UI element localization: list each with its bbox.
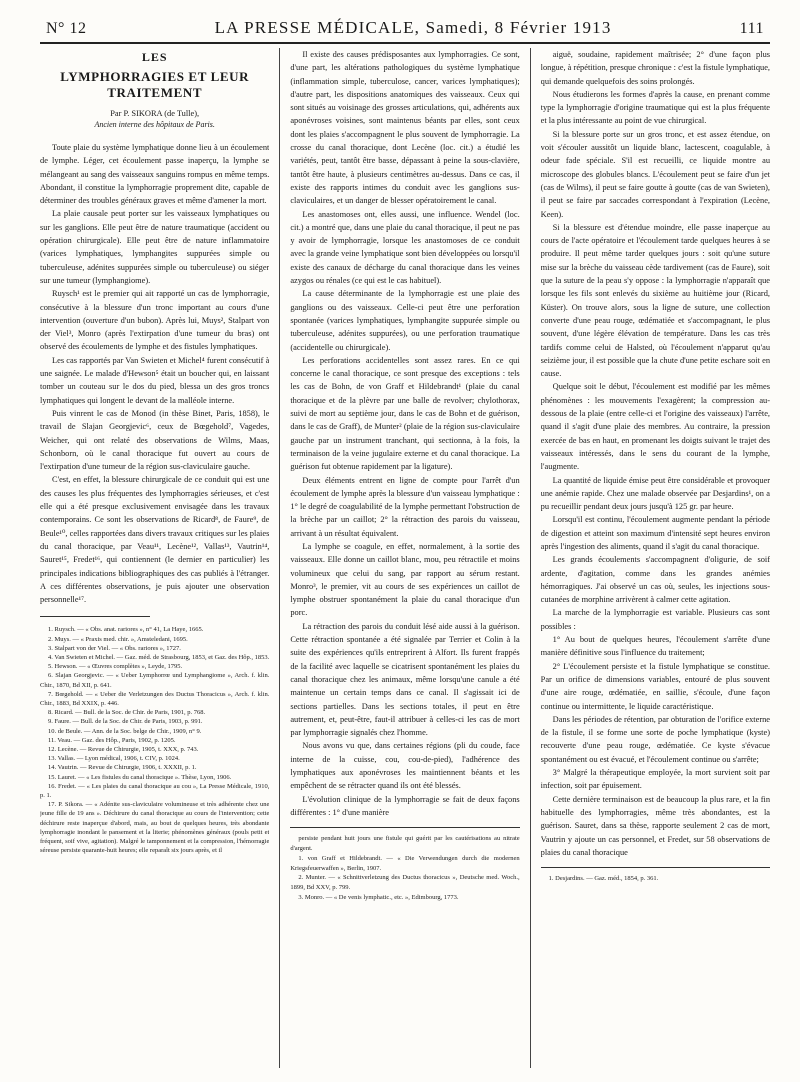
paragraph: 2° L'écoulement persiste et la fistule lymphatique se constitue. Par un orifice de dimensions variables, entouré de plus souvent d'une aire rouge, œdématiée, en saillie, s'écoule, d'une façon continue ou intermittente, le liquide caractéristique. [540,661,771,711]
footnote: 1. Desjardins. — Gaz. méd., 1854, p. 361. [548,875,659,883]
footnote: 12. Lecène. — Revue de Chirurgie, 1905, t. XXX, p. 743. [48,746,199,754]
author-byline: Par P. SIKORA (de Tulle), [110,109,200,118]
paragraph: Dans les périodes de rétention, par obturation de l'orifice externe de la fistule, il se forme une sorte de poche lymphatique (kyste) recouverte d'une peau rouge, œdématiée. Ce kyste s'évacue spontanément ou est évacué, et l'écoulement continue ou s'arrête; [540,714,771,764]
paragraph: Les grands écoulements s'accompagnent d'oligurie, de soif ardente, d'agitation, comme dans les grandes anémies hémorragiques. J'ai observé un cas où, seules, les injections sous-cutanées de morphine arrivèrent à calmer cette agitation. [540,555,771,605]
paragraph: 3° Malgré la thérapeutique employée, la mort survient soit par infection, soit par épuisement. [540,768,771,791]
header-rule [40,42,770,44]
footnote: 1. Ruysch. — « Obs. anat. rariores », n° 41, La Haye, 1665. [48,626,204,634]
footnote: 4. Van Swieten et Michel. — Gaz. méd. de Strasbourg, 1853, et Gaz. des Hôp., 1853. [48,654,270,661]
paragraph: Nous étudierons les formes d'après la cause, en prenant comme type la lymphorragie d'origine traumatique qui est la plus fréquente et la plus intéressante au point de vue chirurgical. [540,89,771,126]
paragraph: Nous avons vu que, dans certaines régions (pli du coude, face interne de la cuisse, cou, cou-de-pied), l'adhérence des lymphatiques aux aponévroses les maintiennent béants et les empêchent de se rétracter quand ils ont été blessés. [290,741,520,791]
footnote: 16. Fredet. — « Les plaies du canal thoracique au cou », La Presse Médicale, 1910, p. 1. [40,782,270,800]
column-1-footnotes [40,625,269,855]
footnote: 3. Monro. — « De venis lymphatic., etc. », Edimbourg, 1773. [298,894,459,901]
column-3-body [541,48,770,859]
column-2 [290,48,519,1068]
article-title-small: LES [141,50,168,64]
paragraph: Si la blessure est d'étendue moindre, elle passe inaperçue au cours de l'acte opératoire et l'écoulement tarde quelques heures à se produire. Il peut même tarder quelques jours : soit qu'une suture mise sur la brèche du vaisseau cède tardivement (cas de Faure), soit que la suture de la peau s'y oppose : la lymphorragie n'apparaît que lorsque les fils sont enlevés du sixième au huitième jour (Ricard, Küster). On trouve alors, sous la ligne de suture, une collection converte d'une peau rouge, œdématiée et s'accompagnant, le plus souvent, d'une légère élévation de température. Dans les cas très tardifs comme celui de Halsted, où l'écoulement n'apparut qu'au seizième jour, il est possible que la chute d'une petite eschare soit en cause. [540,222,771,379]
paragraph: La cause déterminante de la lymphorragie est une plaie des ganglions ou des vaisseaux. Celle-ci peut être une perforation spontanée (varices lymphatiques, lymphangite suppurée simple ou tuberculeuse, adénites suppurées), ou une perforation traumatique (accidentelle ou chirurgicale). [290,289,520,352]
running-header [40,18,770,38]
column-divider [279,48,280,1068]
footnote-rule [541,867,770,868]
footnote: 6. Slajan Georgjevic. — « Ueber Lymphorrœ und Lymphangiome », Arch. f. klin. Chir., 1870, Bd XII, p. 641. [40,672,270,689]
footnote: 14. Vautrin. — Revue de Chirurgie, 1906, t. XXXII, p. 1. [48,764,197,772]
footnote: 3. Stalpart von der Viel. — « Obs. rariores », 1727. [48,644,181,652]
footnote: 10. de Beule. — Ann. de la Soc. belge de Chir., 1909, n° 9. [48,727,202,735]
paragraph: Il existe des causes prédisposantes aux lymphorragies. Ce sont, d'une part, les altérations pathologiques du système lymphatique (inflammation simple, tuberculose, cancer, varices lymphatiques); d'autre part, les dispositions anatomiques des vaisseaux. Ceux qui sont situés au voisinage des grosses articulations, qui, adhérents aux aponévroses voisines, sont maintenus béants par elles, sont ceux dont les plaies s'accompagnent le plus souvent de lymphorragie. La crosse du canal thoracique, dont Lecène (loc. cit.) a étudié les variétés, peut, tantôt être basse, dépassant à peine la sous-clavière, tantôt être haute, à plusieurs centimètres au-dessus. Dans ce cas, il existe des rapports intimes du conduit avec les ganglions sus-claviculaires, et un danger de blesser opératoirement le canal. [290,50,520,206]
paragraph: La lymphe se coagule, en effet, normalement, à la sortie des vaisseaux. Elle donne un caillot blanc, mou, peu rétractile et moins volumineux que celui du sang, par rapport au sérum restant. Monro³, le premier, vit au cours de ses expériences un caillot de lymphe obstruer spontanément la plaie du canal thoracique d'un porc. [290,541,520,618]
footnote: persiste pendant huit jours une fistule qui guérit par les cautérisations au nitrate d'argent. [290,835,520,853]
journal-title: LA PRESSE MÉDICALE, Samedi, 8 Février 1913 [214,18,612,37]
paragraph: Ruysch¹ est le premier qui ait rapporté un cas de lymphorragie, consécutive à la blessure d'un tronc important au cours d'une intervention (ouverture d'un bubon). Après lui, Muys², Stalpart von der Viel³, Monro (après l'extirpation d'une tumeur du bras) ont observé des écoulements de lymphe et des fistules lymphatiques. [40,289,270,352]
paragraph: Lorsqu'il est continu, l'écoulement augmente pendant la période de digestion et atteint son maximum d'intensité sept heures environ après l'ingestion des aliments, quand il s'agit du canal thoracique. [540,515,771,551]
article-title: LYMPHORRAGIES ET LEUR TRAITEMENT [60,69,250,100]
paragraph: Quelque soit le début, l'écoulement est modifié par les mêmes phénomènes : les mouvements l'exagèrent; la compression au-dessous de la plaie (entre celle-ci et l'origine des vaisseaux) l'arrête, quand il s'agit d'une plaie des membres. Au contraire, la pression exercée de bas en haut, en promenant les doigts suivant le trajet des vaisseaux intéressés, dans le sens du courant de la lymphe, l'augmente. [540,382,771,472]
column-3-footnotes [541,874,770,884]
column-3 [541,48,770,1068]
column-2-footnotes [290,834,519,903]
paragraph: La rétraction des parois du conduit lésé aide aussi à la guérison. Cette rétraction spontanée a été signalée par Terrier et Colin à la suite des expériences qu'ils entreprirent à Alfort. Ils furent frappés de la facilité avec laquelle se cicatrisent spontanément les plaies du canal thoracique chez les animaux, même lorsqu'une canule a été maintenue un certain temps dans ce canal. Il s'agissait ici de sections partielles. Dans les sections totales, il peut en être autrement, et, peut-être, faut-il attribuer à celles-ci les cas de mort par lymphorragie signalés chez l'homme. [290,621,520,738]
paragraph: Toute plaie du système lymphatique donne lieu à un écoulement de lymphe. Léger, cet écoulement passe inaperçu, la lymphe se mélangeant au sang des vaisseaux sanguins rompus en même temps. Abondant, il constitue la lymphorragie proprement dite, capable de déterminer des troubles généraux graves et même d'amener la mort. [40,143,270,206]
footnote: 1. von Graff et Hildebrandt. — « Die Verwendungen durch die modernen Kriegsfeuerwaffen », Berlin, 1907. [290,854,520,872]
footnote: 8. Ricard. — Bull. de la Soc. de Chir. de Paris, 1901, p. 768. [48,709,206,717]
columns [40,48,770,1068]
paragraph: aiguë, soudaine, rapidement maîtrisée; 2° d'une façon plus longue, à répétition, presque chronique : c'est la fistule lymphatique, qui demande quelquefois des soins prolongés. [540,50,771,86]
paragraph: La plaie causale peut porter sur les vaisseaux lymphatiques ou sur les ganglions. Elle peut être de nature traumatique (accident ou opération chirurgicale). Elle peut être de nature inflammatoire (varices lymphatiques, lymphangites suppurées simple ou tuberculeuse, adénites suppurées simple ou tuberculeuse) ou siéger sur une tumeur (lymphangiome). [40,209,270,285]
footnote-rule [40,616,150,617]
paragraph: L'évolution clinique de la lymphorragie se fait de deux façons différentes : 1° d'une manière [290,794,520,817]
footnote: 11. Veau. — Gaz. des Hôp., Paris, 1902, p. 1205. [48,736,176,744]
issue-number: N° 12 [46,20,87,37]
paragraph: Les anastomoses ont, elles aussi, une influence. Wendel (loc. cit.) a montré que, dans une plaie du canal thoracique, il peut ne pas y avoir de lymphorragie, lorsque les anastomoses de ce conduit avec la grande veine lymphatique sont bien développées ou lorsqu'il existe des canaux de décharge du canal thoracique dans les veines azygos ou rénales (ce qui est le cas habituel). [290,209,520,286]
page-number: 111 [739,20,764,37]
column-divider [530,48,531,1068]
footnote: 9. Faure. — Bull. de la Soc. de Chir. de Paris, 1903, p. 991. [48,718,203,726]
paragraph: Cette dernière terminaison est de beaucoup la plus rare, et la fin habituelle des lymphorragies, même très abondantes, est la guérison. Sauret, dans sa thèse, rapporte seulement 2 cas de mort, Vautrin y ajoute un cas personnel, et Fredet, sur 58 observations de plaies du canal thoracique [540,794,771,857]
paragraph: 1° Au bout de quelques heures, l'écoulement s'arrête d'une manière définitive sous l'influence du traitement; [540,635,771,658]
footnote: 13. Vallas. — Lyon médical, 1906, t. CIV, p. 1024. [48,755,180,763]
footnote: 5. Hewson. — « Œuvres complètes », Leyde, 1795. [48,663,183,671]
paragraph: Si la blessure porte sur un gros tronc, et est assez étendue, on voit s'écouler aussitôt un liquide blanc, lactescent, coagulable, à odeur fade spéciale. S'il est recueilli, ce liquide montre au microscope des globules blancs. L'écoulement peut se faire d'un jet (cas de Wilms), il peut se faire goutte à goutte (cas de van Swieten), il peut se faire par saccades correspondant à l'expiration (Lecène, Keen). [540,129,771,219]
footnote-rule [290,827,519,828]
paragraph: Les cas rapportés par Van Swieten et Michel⁴ furent consécutif à une saignée. Le malade d'Hewson⁵ était un boucher qui, en laissant tomber un couteau sur le dos du pied, blessa un des gros troncs lymphatiques qui longent le devant de la malléole interne. [40,355,270,405]
footnote: 15. Lauret. — « Les fistules du canal thoracique ». Thèse, Lyon, 1906. [48,773,232,781]
author-role: Ancien interne des hôpitaux de Paris. [94,120,215,129]
paragraph: La marche de la lymphorragie est variable. Plusieurs cas sont possibles : [540,608,771,631]
footnote: 2. Muys. — « Praxis med. chir. », Amsteledani, 1695. [48,635,188,643]
column-2-body [290,48,519,819]
paragraph: Les perforations accidentelles sont assez rares. En ce qui concerne le canal thoracique, ce sont presque des exceptions : tels les cas de Bohn, de von Graff et Hildebrandt¹ (plaie du canal thoracique et de la plèvre par une balle de revolver; chylothorax, suivi de mort au septième jour, dans le cas de Bohn et de guérison, dans le cas de Graff), de Munter² (plaie de la région sus-claviculaire gauche par un instrument tranchant, qui sectionna, à la fois, la terminaison de la veine jugulaire externe et du canal thoracique. La guérison fut obtenue rapidement par la ligature). [290,355,520,472]
footnote: 7. Bœgehold. — « Ueber die Verletzungen des Ductus Thoracicus », Arch. f. klin. Chir., 1883, Bd XXIX, p. 446. [40,690,270,708]
column-1 [40,48,269,1068]
footnote: 2. Munter. — « Schnittverletzung des Ductus thoracicus », Deutsche med. Woch., 1899, Bd XXV, p. 799. [290,874,520,892]
paragraph: La quantité de liquide émise peut être considérable et provoquer une anémie rapide. Chez une malade observée par Desjardins¹, on a pu recueillir pendant deux jours jusqu'à 125 gr. par heure. [540,475,771,512]
paragraph: Deux éléments entrent en ligne de compte pour l'arrêt d'un écoulement de lymphe après la blessure d'un vaisseau lymphatique : 1° le degré de coagulabilité de la lymphe permettant l'obstruction de la brèche par un caillot; 2° la rétraction des parois du vaisseau, arrivant à un résultat équivalent. [290,475,520,538]
paragraph: Puis vinrent le cas de Monod (in thèse Binet, Paris, 1858), le travail de Slajan Georgjevic⁶, ceux de Bœgehold⁷, Vagedes, Weicher, qui ont relaté des observations de Wilms, Maas, Schonborn, où le canal thoracique fut ouvert au cours de l'extirpation d'une tumeur de la région sus-claviculaire gauche. [40,408,270,472]
paragraph: C'est, en effet, la blessure chirurgicale de ce conduit qui est une des causes les plus fréquentes des lymphorragies sérieuses, et c'est elle qui a été presque exclusivement envisagée dans les travaux contemporains. Ce sont les observations de Ricard⁸, de Faure⁹, de Beule¹⁰, celles rapportées dans divers travaux critiques sur les plaies du canal thoracique, par Veau¹¹, Lecène¹², Vallas¹³, Vautrin¹⁴, Sauret¹⁵, Fredet¹⁶, qui contiennent (le dernier en particulier) les principales indications bibliographiques des cas publiés à l'étranger. A ces différentes observations, je puis ajouter une observation personnelle¹⁷. [40,475,270,605]
column-1-body [40,141,269,606]
footnote: 17. P. Sikora. — « Adénite sus-claviculaire volumineuse et très adhérente chez une jeune fille de 19 ans ». Déchirure du canal thoracique au cours de l'intervention; cette déchirure reste inaperçue d'abord, mais, au bout de quelques heures, très abondante lymphorragie inondant le pansement et la literie; phénomènes généraux (pouls petit et fréquent, soif vive, agitation). Malgré le tamponnement et la compression, l'hémorragie séreuse persiste quarante-huit heures; elle reparaît six jours après, et il [40,801,270,855]
